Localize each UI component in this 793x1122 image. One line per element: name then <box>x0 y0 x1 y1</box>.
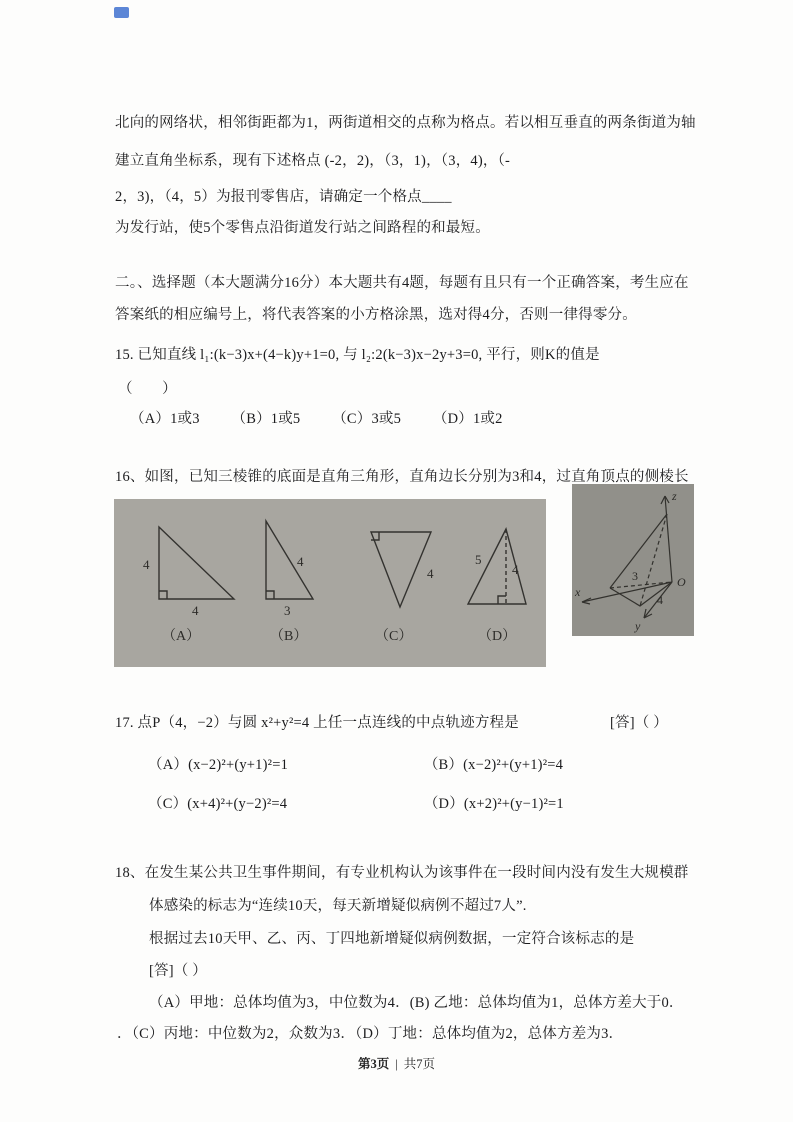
q15-option-b: （B）1或5 <box>231 410 301 427</box>
axis-z-label: z <box>672 489 677 503</box>
q15-option-d: （D）1或2 <box>432 410 503 427</box>
figure-label: 4 <box>512 562 519 577</box>
footer-separator: | <box>395 1057 398 1071</box>
q17-option-a: （A）(x−2)²+(y+1)²=1 <box>148 756 289 773</box>
q18-options-cd: ．（C）丙地：中位数为2，众数为3．（D）丁地：总体均值为2，总体方差为3． <box>117 1025 624 1042</box>
footer-page-total: 共7页 <box>403 1057 436 1071</box>
figure-label: 4 <box>297 554 304 569</box>
figure-photo-background <box>572 484 694 636</box>
figure-label: 3 <box>632 569 638 583</box>
q17-option-b: （B）(x−2)²+(y+1)²=4 <box>423 756 564 773</box>
section-header-line-2: 答案纸的相应编号上，将代表答案的小方格涂黑，选对得4分，否则一律得零分。 <box>115 306 637 323</box>
q15-option-a: （A）1或3 <box>130 410 200 427</box>
q16-figure-views <box>114 499 546 667</box>
axis-x-label: x <box>575 585 581 599</box>
q18-options-ab: （A）甲地：总体均值为3，中位数为4．(B) 乙地：总体均值为1，总体方差大于0． <box>149 994 684 1011</box>
figure-caption-c: （C） <box>375 629 413 644</box>
figure-caption-b: （B） <box>270 629 308 644</box>
q17-options-row-1 <box>148 755 563 775</box>
q16-line-1: 16、如图，已知三棱锥的底面是直角三角形，直角边长分别为3和4，过直角顶点的侧棱长 <box>115 468 689 485</box>
intro-line-4: 为发行站，使5个零售点沿街道发行站之间路程的和最短。 <box>115 219 490 236</box>
q17-stem: 17. 点P（4，−2）与圆 x²+y²=4 上任一点连线的中点轨迹方程是 <box>115 714 519 731</box>
figure-caption-a: （A） <box>162 629 201 644</box>
scan-watermark <box>114 7 129 18</box>
figure-label: 5 <box>475 552 482 567</box>
intro-line-2: 建立直角坐标系，现有下述格点 (-2，2)，（3，1)，（3，4)，（- <box>115 152 511 169</box>
figure-label: 4 <box>192 603 199 618</box>
q15-stem: 15. 已知直线 l₁:(k−3)x+(4−k)y+1=0, 与 l₂:2(k−3)x−2y+3=0, 平行，则K的值是 <box>115 346 600 363</box>
figure-label: 4 <box>143 557 150 572</box>
axis-y-label: y <box>635 619 641 633</box>
figure-label: 4 <box>427 566 434 581</box>
section-header-line-1: 二。、选择题（本大题满分16分）本大题共有4题，每题有且只有一个正确答案，考生应在 <box>115 274 689 291</box>
intro-line-1: 北向的网络状，相邻街距都为1，两街道相交的点称为格点。若以相互垂直的两条街道为轴 <box>115 114 696 131</box>
figure-label: 4 <box>657 593 663 607</box>
footer-page-number: 第3页 <box>357 1057 390 1071</box>
figure-label: 3 <box>284 603 291 618</box>
q16-figure-solid <box>572 484 694 636</box>
figure-caption-d: （D） <box>478 629 517 644</box>
q15-paren: （ ） <box>118 380 177 397</box>
q15-options <box>130 409 531 429</box>
q18-line-3: 根据过去10天甲、乙、丙、丁四地新增疑似病例数据，一定符合该标志的是 <box>149 930 635 947</box>
origin-label: O <box>677 575 686 589</box>
q18-line-2: 体感染的标志为“连续10天，每天新增疑似病例不超过7人”. <box>149 897 527 914</box>
q17-option-c: （C）(x+4)²+(y−2)²=4 <box>148 795 288 812</box>
q17-option-d: （D）(x+2)²+(y−1)²=1 <box>423 795 564 812</box>
q18-line-1: 18、在发生某公共卫生事件期间，有专业机构认为该事件在一段时间内没有发生大规模群 <box>115 864 689 881</box>
q15-option-c: （C）3或5 <box>332 410 402 427</box>
q18-answer-box: [答]（ ） <box>149 962 207 979</box>
q17-options-row-2 <box>148 794 564 814</box>
page-footer <box>0 1054 793 1072</box>
q17-answer-box: [答]（ ） <box>610 714 668 731</box>
intro-line-3: 2，3)，（4，5）为报刊零售店，请确定一个格点____ <box>115 188 452 205</box>
